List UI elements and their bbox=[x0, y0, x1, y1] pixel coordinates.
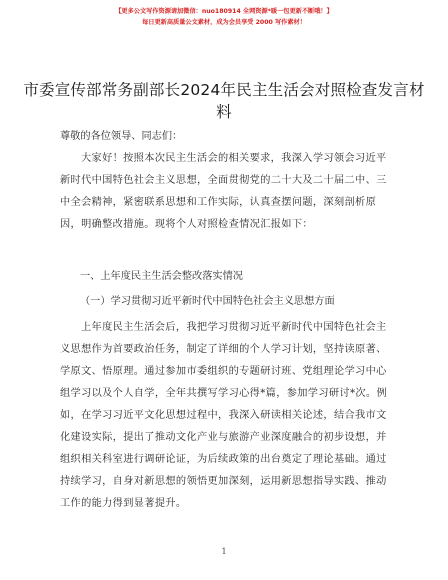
promo-banner-line-2: 每日更新高质量公文素材，成为会员享受 2000 写作素材！ bbox=[142, 19, 306, 26]
paragraph-intro: 大家好！按照本次民主生活会的相关要求，我深入学习领会习近平新时代中国特色社会主义思想，全面贯彻党的二十大及二十届二中、三中全会精神，紧密联系思想和工作实际，认真查摆问题，深刻剖析原因，明确整改措施。现将个人对照检查情况汇报如下： bbox=[60, 153, 387, 230]
document-title: 市委宣传部常务副部长2024年民主生活会对照检查发言材料 bbox=[23, 81, 425, 121]
page-number: 1 bbox=[221, 547, 227, 556]
paragraph-study: 上年度民主生活会后，我把学习贯彻习近平新时代中国特色社会主义思想作为首要政治任务，制定了详细的个人学习计划，坚持读原著、学原文、悟原理。通过参加市委组织的专题研讨班、党组理论学习中心组学习以及个人自学，全年共撰写学习心得*篇，参加学习研讨*次。例如，在学习习近平文化思想过程中，我深入研读相关论述，结合我市文化建设实际，提出了推动文化产业与旅游产业深度融合的初步设想，并组织相关科室进行调研论证，为后续政策的出台奠定了理论基础。通过持续学习，自身对新思想的领悟更加深刻，运用新思想指导实践、推动工作的能力得到显著提升。 bbox=[60, 322, 388, 509]
promo-banner bbox=[0, 6, 448, 28]
promo-banner-line-1: 【更多公文写作资源请加微信：nuo180914 全网资源*暖一包更新不断哦！】 bbox=[115, 8, 333, 15]
section-heading-1: 一、上年度民主生活会整改落实情况 bbox=[80, 271, 243, 282]
salutation: 尊敬的各位领导、同志们： bbox=[60, 131, 183, 142]
subsection-heading-1: （一）学习贯彻习近平新时代中国特色社会主义思想方面 bbox=[80, 296, 335, 307]
